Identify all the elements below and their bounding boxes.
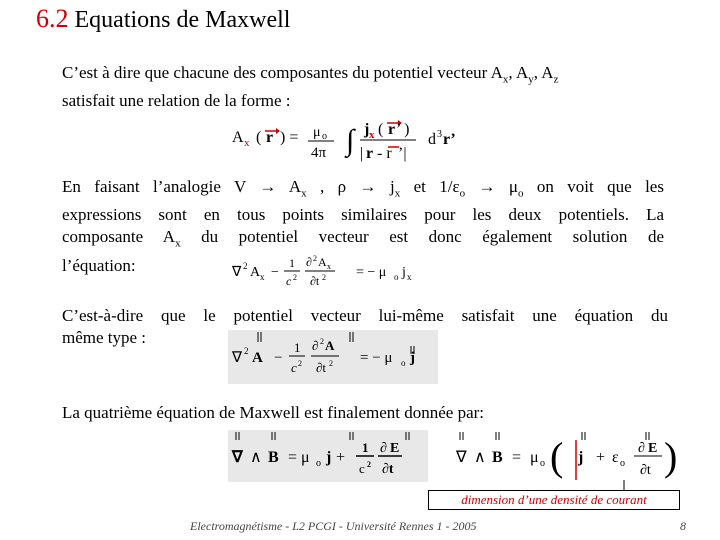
equation-maxwell-ampere [228,430,428,482]
section-title: Equations de Maxwell [74,7,291,33]
svg-text:r: r [388,121,396,138]
svg-text:2: 2 [313,254,317,263]
svg-text:|: | [360,145,364,162]
svg-text:j: j [578,449,584,466]
page-title [36,4,290,34]
vector-line-1: C’est-à-dire que le potentiel vecteur lui-même satisfait une équation du [62,306,668,325]
svg-text:A: A [318,255,327,269]
svg-text:o: o [540,458,545,469]
svg-text:2: 2 [244,346,249,356]
svg-text:c: c [286,274,292,288]
svg-text:r’: r’ [443,131,456,148]
svg-text:o: o [316,458,321,469]
svg-text:): ) [664,434,678,479]
svg-text:d: d [428,131,436,148]
annotation-text: dimension d’une densité de courant [461,492,647,507]
section-number: 6.2 [36,4,69,33]
page-number: 8 [680,519,686,533]
svg-text:(: ( [550,434,564,479]
svg-text:E: E [390,441,400,456]
svg-text:) =: ) = [280,129,299,146]
equation-vector-potential-integral [228,112,498,170]
svg-text:2: 2 [322,273,326,282]
svg-text:∂: ∂ [380,441,387,456]
equation-maxwell-ampere-graphic [228,430,428,482]
analogy-line-3: composante $A_x$ du potentiel vecteur est donc également solution de [62,227,664,250]
svg-text:= − μ: = − μ [356,265,387,280]
svg-text:4π: 4π [311,145,327,161]
svg-text:A: A [325,338,335,353]
svg-text:=: = [512,449,522,466]
svg-text:A: A [252,350,263,366]
svg-text:∂: ∂ [638,441,645,456]
svg-text:μ: μ [530,449,539,466]
svg-text:2: 2 [320,337,324,346]
svg-text:x: x [369,129,375,141]
equation-wave-vector [228,330,438,384]
svg-text:c: c [291,360,297,375]
intro-line-1: C’est à dire que chacune des composantes du potentiel vecteur $A_x$, $A_y$, $A_z$ [62,63,559,86]
svg-text:∂t: ∂t [640,463,651,478]
svg-text:A: A [232,129,244,146]
svg-text:o: o [394,272,399,282]
svg-text:o: o [620,458,625,469]
svg-text:∇: ∇ [232,265,242,280]
svg-text:1: 1 [294,340,301,355]
svg-text:−: − [271,265,279,280]
svg-text:−: − [274,350,283,366]
svg-text:- r: - r [377,145,392,162]
intro-line-2: satisfait une relation de la forme : [62,91,291,111]
svg-text:∇: ∇ [232,350,243,366]
analogy-line-1: En faisant l’analogie $V \to A_x$ , $\rho \to j_x$ et $1/\varepsilon_o \to \mu_o$ on voit que les [62,177,664,200]
svg-text:r: r [366,145,374,162]
fourth-equation-sentence: La quatrième équation de Maxwell est finalement donnée par: [62,403,485,422]
svg-text:2: 2 [243,261,248,271]
svg-text:2: 2 [298,359,302,368]
svg-text:∧: ∧ [474,449,486,466]
intro-paragraph [62,62,670,112]
svg-text:μ: μ [313,125,321,140]
svg-text:B: B [268,449,279,466]
footer-source: Electromagnétisme - L2 PCGI - Université Rennes 1 - 2005 [190,519,477,533]
svg-text:∇: ∇ [456,449,467,466]
equation-maxwell-ampere-expanded-graphic [452,430,682,492]
svg-text:1: 1 [289,256,295,270]
svg-text:∂t: ∂t [316,360,327,375]
svg-text:A: A [250,265,261,280]
svg-text:∂t: ∂t [310,274,320,288]
svg-text:+: + [596,449,606,466]
svg-text:= μ: = μ [288,449,310,466]
svg-text:∫: ∫ [346,124,355,157]
svg-text:∧: ∧ [250,449,262,466]
svg-text:+: + [336,449,346,466]
svg-text:j: j [402,265,406,280]
svg-text:1: 1 [362,440,369,455]
equation-wave-component [228,250,443,292]
svg-text:x: x [260,272,265,282]
svg-text:3: 3 [437,129,442,140]
svg-text:∂t: ∂t [382,462,394,477]
equation-wave-vector-graphic [228,330,438,384]
svg-text:E: E [648,441,658,456]
svg-text:= − μ: = − μ [360,350,393,366]
svg-text:2: 2 [329,359,333,368]
svg-text:x: x [327,262,331,271]
svg-text:j: j [364,121,370,138]
svg-text:(: ( [378,121,384,138]
equation-integral-graphic [228,112,498,170]
svg-text:B: B [492,449,503,466]
svg-text:2: 2 [293,273,297,282]
svg-text:’|: ’| [398,145,407,162]
svg-text:ε: ε [612,449,619,466]
svg-text:o: o [322,131,327,142]
svg-text:o: o [401,358,406,368]
analogy-line-4: l’équation: [62,255,136,275]
analogy-line-2: expressions sont en tous points similaires pour les deux potentiels. La [62,205,664,225]
svg-text:∇: ∇ [232,449,243,466]
svg-text:c: c [359,461,365,476]
current-density-annotation [428,490,680,510]
svg-text:x: x [407,272,412,282]
svg-text:2: 2 [367,460,371,469]
svg-text:x: x [244,137,250,149]
svg-text:’ ): ’ ) [396,121,410,138]
svg-text:∂: ∂ [306,255,312,269]
equation-maxwell-ampere-expanded [452,430,682,492]
svg-text:(: ( [256,129,262,146]
svg-text:∂: ∂ [312,338,319,353]
svg-text:j: j [410,350,415,366]
svg-text:j: j [326,449,332,466]
vector-line-2: même type : [62,328,147,347]
equation-wave-component-graphic [228,250,443,292]
svg-text:r: r [266,129,274,146]
